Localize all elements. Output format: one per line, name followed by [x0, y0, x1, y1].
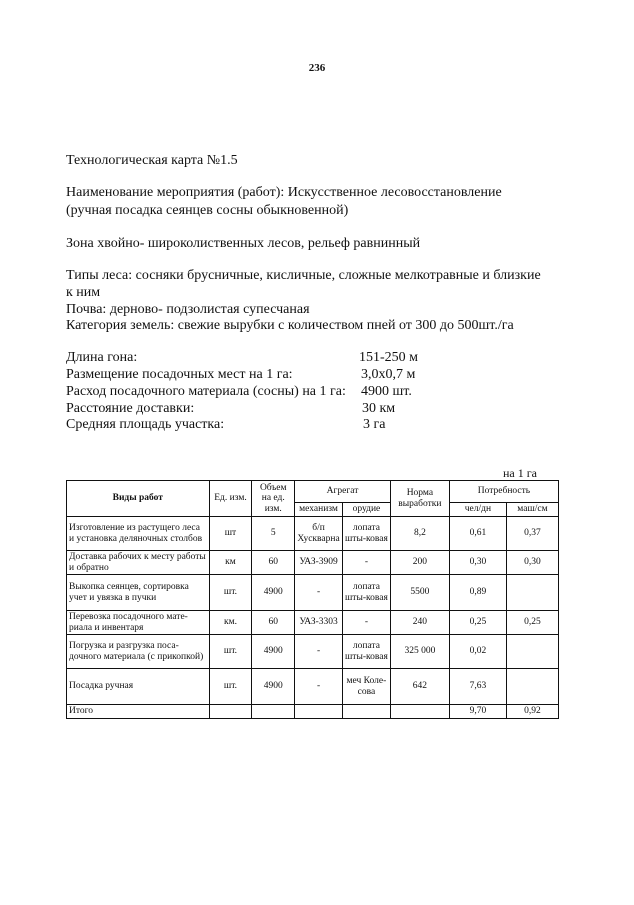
activity-name-line1: Наименование мероприятия (работ): Искусственное лесовосстановление [66, 185, 502, 200]
operations-table [66, 480, 559, 719]
activity-name-line2: (ручная посадка сеянцев сосны обыкновенной) [66, 203, 349, 218]
table-row [67, 575, 559, 611]
cell-volume: 4900 [252, 575, 295, 611]
cell-person-days: 0,25 [449, 611, 506, 635]
cell-tool: - [342, 551, 390, 575]
param-value: 151-250 м [359, 350, 419, 365]
cell-total-label: Итого [67, 705, 210, 719]
cell-total-machine-shifts: 0,92 [506, 705, 558, 719]
soil-type: Почва: дерново- подзолистая супесчаная [66, 302, 310, 317]
cell-volume: 4900 [252, 669, 295, 705]
cell-unit: шт. [209, 635, 252, 669]
cell-work-name: Перевозка посадочного мате-риала и инвентаря [67, 611, 210, 635]
cell-empty [252, 705, 295, 719]
cell-tool: лопата шты-ковая [342, 517, 390, 551]
param-label: Расстояние доставки: [66, 401, 195, 416]
param-value: 4900 шт. [361, 384, 412, 399]
cell-work-name: Погрузка и разгрузка поса-дочного материала (с прикопкой) [67, 635, 210, 669]
cell-empty [390, 705, 449, 719]
param-label: Размещение посадочных мест на 1 га: [66, 367, 293, 382]
cell-tool: лопата шты-ковая [342, 575, 390, 611]
cell-machine-shifts: 0,25 [506, 611, 558, 635]
header-unit: Ед. изм. [209, 481, 252, 517]
cell-empty [342, 705, 390, 719]
cell-unit: км. [209, 611, 252, 635]
cell-person-days: 7,63 [449, 669, 506, 705]
cell-person-days: 0,30 [449, 551, 506, 575]
cell-person-days: 0,89 [449, 575, 506, 611]
cell-machine-shifts [506, 575, 558, 611]
cell-tool: меч Коле-сова [342, 669, 390, 705]
cell-norm: 5500 [390, 575, 449, 611]
cell-unit: шт [209, 517, 252, 551]
cell-volume: 5 [252, 517, 295, 551]
param-label: Средняя площадь участка: [66, 417, 225, 432]
table-row [67, 611, 559, 635]
cell-unit: шт. [209, 669, 252, 705]
cell-machine-shifts [506, 669, 558, 705]
param-label: Расход посадочного материала (сосны) на 1 га: [66, 384, 346, 399]
forest-types-line1: Типы леса: сосняки брусничные, кисличные, сложные мелкотравные и близкие [66, 268, 541, 283]
cell-machine-shifts: 0,37 [506, 517, 558, 551]
cell-mechanism: - [295, 635, 343, 669]
forest-zone: Зона хвойно- широколиственных лесов, рельеф равнинный [66, 236, 421, 251]
cell-machine-shifts: 0,30 [506, 551, 558, 575]
cell-empty [209, 705, 252, 719]
cell-norm: 240 [390, 611, 449, 635]
cell-empty [295, 705, 343, 719]
param-value: 3,0х0,7 м [361, 367, 416, 382]
cell-work-name: Выкопка сеянцев, сортировка учет и увязка в пучки [67, 575, 210, 611]
table-row [67, 669, 559, 705]
cell-tool: - [342, 611, 390, 635]
header-aggregate: Агрегат [295, 481, 391, 503]
cell-work-name: Посадка ручная [67, 669, 210, 705]
cell-tool: лопата шты-ковая [342, 635, 390, 669]
cell-total-person-days: 9,70 [449, 705, 506, 719]
forest-types-line2: к ним [66, 285, 101, 300]
table-row [67, 517, 559, 551]
table-row [67, 551, 559, 575]
cell-norm: 325 000 [390, 635, 449, 669]
header-norm: Норма выработки [390, 481, 449, 517]
land-category: Категория земель: свежие вырубки с количеством пней от 300 до 500шт./га [66, 318, 514, 333]
table-row [67, 635, 559, 669]
param-value: 30 км [362, 401, 396, 416]
cell-mechanism: УАЗ-3909 [295, 551, 343, 575]
cell-machine-shifts [506, 635, 558, 669]
cell-volume: 60 [252, 611, 295, 635]
param-value: 3 га [363, 417, 386, 432]
header-machine-shifts: маш/см [506, 503, 558, 517]
header-tool: орудие [342, 503, 390, 517]
doc-heading: Технологическая карта №1.5 [66, 153, 238, 168]
header-mechanism: механизм [295, 503, 343, 517]
cell-norm: 8,2 [390, 517, 449, 551]
cell-work-name: Доставка рабочих к месту работы и обратно [67, 551, 210, 575]
page-number: 236 [308, 62, 326, 74]
cell-mechanism: б/п Хускварна [295, 517, 343, 551]
cell-unit: км [209, 551, 252, 575]
cell-mechanism: - [295, 575, 343, 611]
param-label: Длина гона: [66, 350, 138, 365]
header-volume: Объем на ед. изм. [252, 481, 295, 517]
table-unit-note: на 1 га [503, 466, 537, 480]
header-need: Потребность [449, 481, 558, 503]
cell-work-name: Изготовление из растущего леса и установка деляночных столбов [67, 517, 210, 551]
cell-volume: 4900 [252, 635, 295, 669]
cell-mechanism: - [295, 669, 343, 705]
header-person-days: чел/дн [449, 503, 506, 517]
header-work-types: Виды работ [67, 481, 210, 517]
cell-mechanism: УАЗ-3303 [295, 611, 343, 635]
table-total-row [67, 705, 559, 719]
cell-norm: 642 [390, 669, 449, 705]
cell-volume: 60 [252, 551, 295, 575]
cell-person-days: 0,61 [449, 517, 506, 551]
cell-norm: 200 [390, 551, 449, 575]
cell-person-days: 0,02 [449, 635, 506, 669]
cell-unit: шт. [209, 575, 252, 611]
